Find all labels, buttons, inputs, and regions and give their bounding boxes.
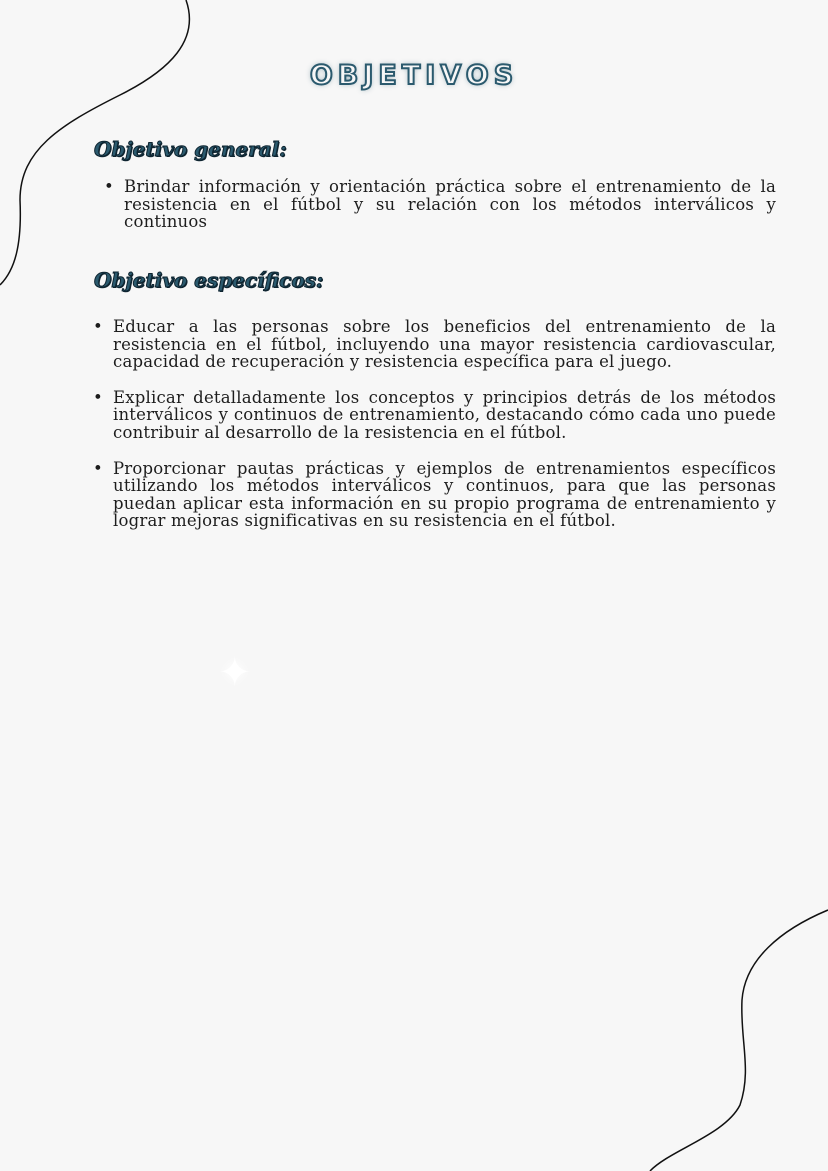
specific-objectives-list xyxy=(113,318,776,548)
bottom-right-curve xyxy=(650,910,828,1171)
list-item: • Brindar información y orientación práctica sobre el entrenamiento de la resistencia en el fútbol y su relación con los métodos interválicos y continuos xyxy=(124,178,776,231)
list-item: • Explicar detalladamente los conceptos y principios detrás de los métodos interválicos y continuos de entrenamiento, destacando cómo cada uno puede contribuir al desarrollo de la resistencia en el fútbol. xyxy=(113,389,776,442)
list-item: • Educar a las personas sobre los beneficios del entrenamiento de la resistencia en el fútbol, incluyendo una mayor resistencia cardiovascular, capacidad de recuperación y resistencia específica para el juego. xyxy=(113,318,776,371)
list-item: • Proporcionar pautas prácticas y ejemplos de entrenamientos específicos utilizando los métodos interválicos y continuos, para que las personas puedan aplicar esta información en su propio programa de entrenamiento y lograr mejoras significativas en su resistencia en el fútbol. xyxy=(113,460,776,530)
page-title: OBJETIVOS xyxy=(309,60,519,91)
general-objective-list xyxy=(124,178,776,231)
general-objective-heading: Objetivo general: xyxy=(94,137,287,161)
specific-objectives-heading: Objetivo específicos: xyxy=(94,268,324,292)
sparkle-icon: ✦ xyxy=(218,650,252,696)
